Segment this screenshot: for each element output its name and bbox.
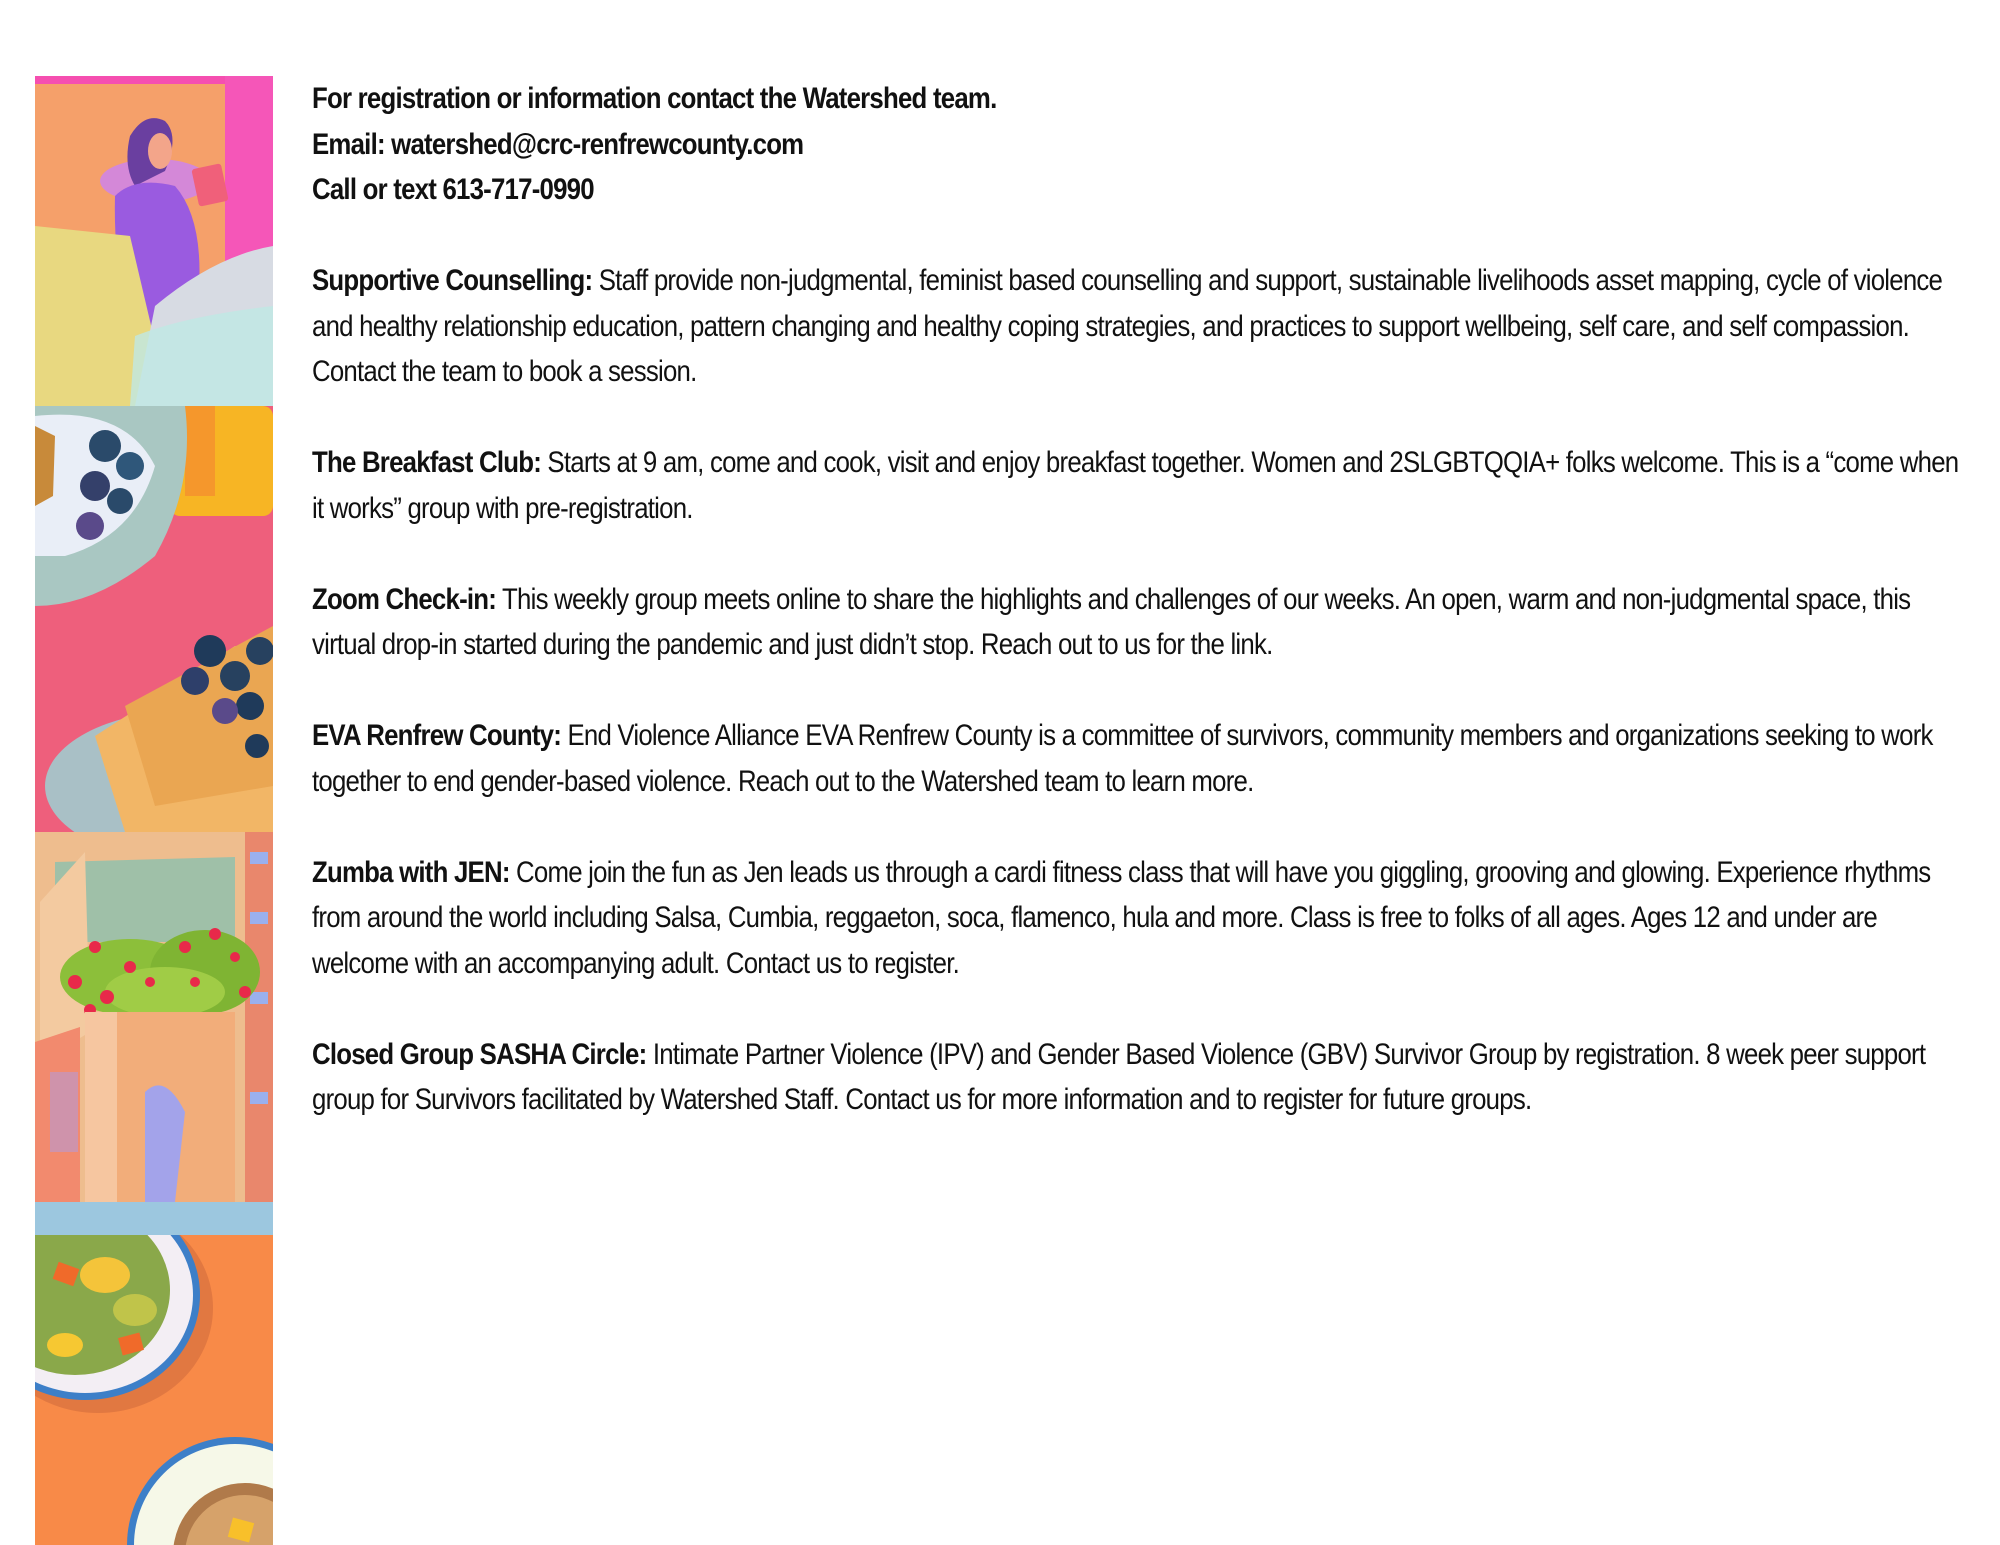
program-zumba-with-jen <box>312 850 1962 987</box>
contact-info <box>312 76 1962 213</box>
program-info-content <box>312 76 1962 1123</box>
program-title: Supportive Counselling: <box>312 264 593 297</box>
program-title: Zoom Check-in: <box>312 582 497 616</box>
program-title: Closed Group SASHA Circle: <box>312 1037 647 1071</box>
program-supportive-counselling <box>312 258 1962 395</box>
program-eva-renfrew-county <box>312 713 1962 804</box>
garden-wall-illustration <box>35 832 273 1235</box>
contact-phone: Call or text 613-717-0990 <box>312 173 594 206</box>
program-description: End Violence Alliance EVA Renfrew County is a committee of survivors, community members and organizations seeking to work together to end gender-based violence. Reach out to the Watershed team to learn more. <box>312 719 1933 798</box>
breakfast-illustration <box>35 406 273 832</box>
contact-email: Email: watershed@crc-renfrewcounty.com <box>312 127 804 161</box>
program-title: EVA Renfrew County: <box>312 719 562 752</box>
program-title: The Breakfast Club: <box>312 446 542 479</box>
program-description: Starts at 9 am, come and cook, visit and enjoy breakfast together. Women and 2SLGBTQQIA+ folks welcome. This is a “come when it works” group with pre-registration. <box>312 446 1959 525</box>
program-title: Zumba with JEN: <box>312 855 510 889</box>
program-description: Come join the fun as Jen leads us through a cardi fitness class that will have you giggling, grooving and glowing. Experience rhythms from around the world including Salsa, Cumbia, reggaeton, soca, flamenco, hula and more. Class is free to folks of all ages. Ages 12 and under are welcome with an accompanying adult. Contact us to register. <box>312 855 1931 980</box>
program-sasha-circle <box>312 1032 1962 1123</box>
illustration-strip <box>35 76 273 1545</box>
program-zoom-check-in <box>312 577 1962 668</box>
plates-of-food-illustration <box>35 1235 273 1545</box>
program-breakfast-club <box>312 440 1962 531</box>
program-description: This weekly group meets online to share the highlights and challenges of our weeks. An open, warm and non-judgmental space, this virtual drop-in started during the pandemic and just didn’t stop. Reach out to us for the link. <box>312 582 1911 661</box>
program-description: Staff provide non-judgmental, feminist based counselling and support, sustainable livelihoods asset mapping, cycle of violence and healthy relationship education, pattern changing and healthy coping strategies, and practices to support wellbeing, self care, and self compassion. Contact the team to book a session. <box>312 264 1943 388</box>
contact-intro: For registration or information contact the Watershed team. <box>312 82 997 115</box>
program-description: Intimate Partner Violence (IPV) and Gender Based Violence (GBV) Survivor Group by registration. 8 week peer support group for Survivors facilitated by Watershed Staff. Contact us for more information and to register for future groups. <box>312 1037 1926 1116</box>
woman-reading-illustration <box>35 76 273 406</box>
